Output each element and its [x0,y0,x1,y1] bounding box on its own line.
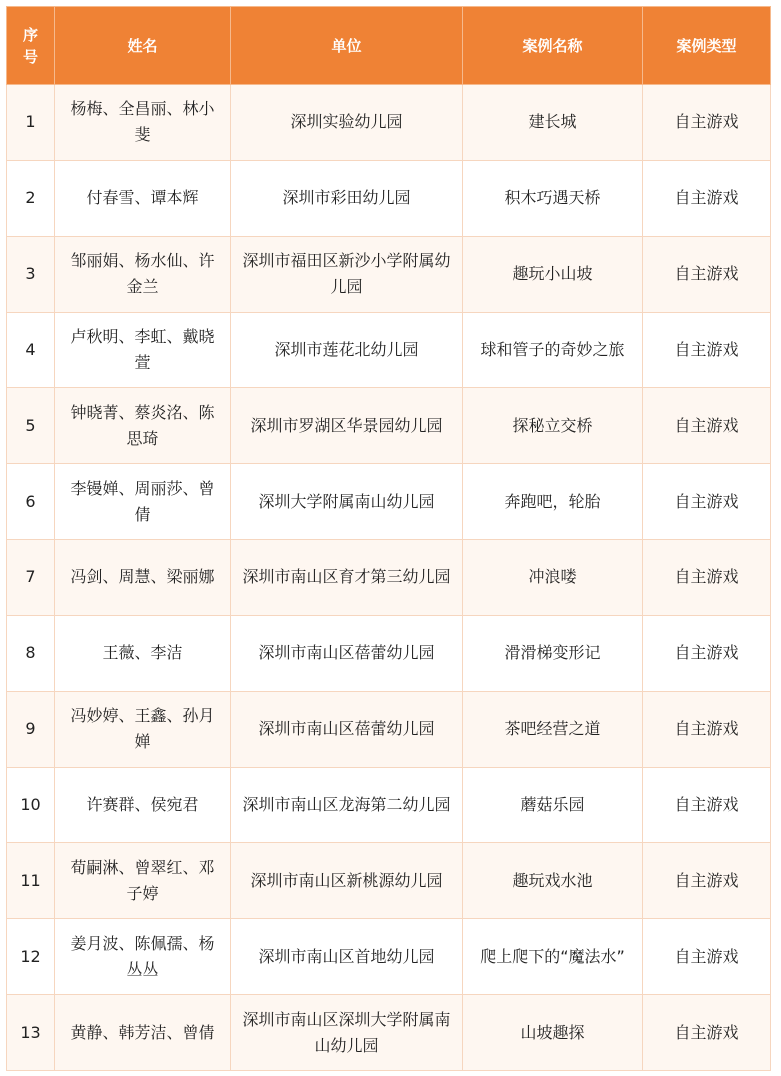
table-row [7,160,771,236]
cell-case-name: 茶吧经营之道 [463,691,643,767]
table-row [7,388,771,464]
cell-case-name: 爬上爬下的“魔法水” [463,919,643,995]
cell-index: 3 [7,236,55,312]
cell-name: 姜月波、陈佩孺、杨丛丛 [55,919,231,995]
table-row [7,85,771,161]
cell-name: 付春雪、谭本辉 [55,160,231,236]
cell-name: 冯妙婷、王鑫、孙月婵 [55,691,231,767]
cell-name: 卢秋明、李虹、戴晓萱 [55,312,231,388]
table-row [7,540,771,616]
cell-case-type: 自主游戏 [643,615,771,691]
cell-name: 冯剑、周慧、梁丽娜 [55,540,231,616]
cell-unit: 深圳市南山区新桃源幼儿园 [231,843,463,919]
cell-case-name: 冲浪喽 [463,540,643,616]
cell-case-type: 自主游戏 [643,919,771,995]
cell-index: 11 [7,843,55,919]
cell-unit: 深圳市福田区新沙小学附属幼儿园 [231,236,463,312]
header-name: 姓名 [55,7,231,85]
cell-index: 1 [7,85,55,161]
cell-case-name: 山坡趣探 [463,995,643,1071]
cell-case-name: 趣玩小山坡 [463,236,643,312]
cell-case-type: 自主游戏 [643,843,771,919]
table-row [7,767,771,843]
cell-name: 荀嗣淋、曾翠红、邓子婷 [55,843,231,919]
cell-name: 王薇、李洁 [55,615,231,691]
cell-unit: 深圳市罗湖区华景园幼儿园 [231,388,463,464]
cell-name: 杨梅、全昌丽、林小斐 [55,85,231,161]
cell-unit: 深圳市南山区龙海第二幼儿园 [231,767,463,843]
cell-index: 10 [7,767,55,843]
table-row [7,919,771,995]
cell-case-name: 趣玩戏水池 [463,843,643,919]
table-row [7,464,771,540]
cell-case-type: 自主游戏 [643,995,771,1071]
cell-unit: 深圳实验幼儿园 [231,85,463,161]
header-unit: 单位 [231,7,463,85]
cell-index: 9 [7,691,55,767]
header-case-name: 案例名称 [463,7,643,85]
table-body [7,85,771,1071]
cell-index: 4 [7,312,55,388]
cell-unit: 深圳市南山区蓓蕾幼儿园 [231,691,463,767]
cell-case-type: 自主游戏 [643,388,771,464]
cell-unit: 深圳大学附属南山幼儿园 [231,464,463,540]
cell-name: 李镘婵、周丽莎、曾倩 [55,464,231,540]
cell-index: 12 [7,919,55,995]
cell-unit: 深圳市莲花北幼儿园 [231,312,463,388]
cell-case-type: 自主游戏 [643,236,771,312]
cell-case-type: 自主游戏 [643,160,771,236]
cell-case-type: 自主游戏 [643,691,771,767]
cell-case-name: 奔跑吧，轮胎 [463,464,643,540]
cell-index: 5 [7,388,55,464]
cell-index: 7 [7,540,55,616]
cell-case-name: 蘑菇乐园 [463,767,643,843]
table-row [7,691,771,767]
cell-index: 13 [7,995,55,1071]
cell-name: 黄静、韩芳洁、曾倩 [55,995,231,1071]
header-case-type: 案例类型 [643,7,771,85]
cell-index: 8 [7,615,55,691]
award-table [6,6,771,1071]
cell-name: 许赛群、侯宛君 [55,767,231,843]
cell-unit: 深圳市南山区育才第三幼儿园 [231,540,463,616]
table-row [7,615,771,691]
cell-case-type: 自主游戏 [643,85,771,161]
table-row [7,312,771,388]
table-row [7,236,771,312]
header-index: 序号 [7,7,55,85]
cell-index: 2 [7,160,55,236]
cell-case-type: 自主游戏 [643,540,771,616]
cell-case-name: 球和管子的奇妙之旅 [463,312,643,388]
table-row [7,843,771,919]
cell-case-type: 自主游戏 [643,767,771,843]
cell-case-name: 滑滑梯变形记 [463,615,643,691]
cell-case-name: 积木巧遇天桥 [463,160,643,236]
table-row [7,995,771,1071]
award-table-container [6,6,770,1071]
cell-name: 邹丽娟、杨水仙、许金兰 [55,236,231,312]
cell-unit: 深圳市南山区深圳大学附属南山幼儿园 [231,995,463,1071]
cell-case-type: 自主游戏 [643,464,771,540]
cell-unit: 深圳市南山区首地幼儿园 [231,919,463,995]
table-header [7,7,771,85]
cell-case-type: 自主游戏 [643,312,771,388]
cell-unit: 深圳市彩田幼儿园 [231,160,463,236]
cell-case-name: 建长城 [463,85,643,161]
cell-unit: 深圳市南山区蓓蕾幼儿园 [231,615,463,691]
cell-name: 钟晓菁、蔡炎洺、陈思琦 [55,388,231,464]
cell-case-name: 探秘立交桥 [463,388,643,464]
header-row [7,7,771,85]
cell-index: 6 [7,464,55,540]
